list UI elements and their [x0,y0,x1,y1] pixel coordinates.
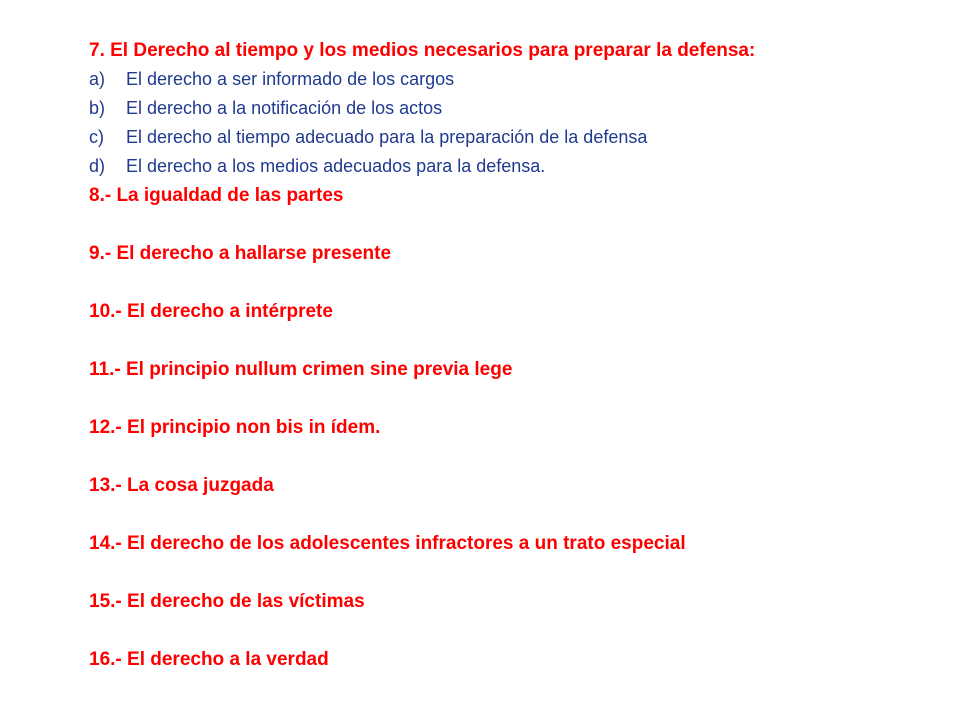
list-item: 13.- La cosa juzgada [89,475,274,496]
spacer [89,558,929,587]
list-item: 15.- El derecho de las víctimas [89,591,365,612]
sub-list [89,65,929,181]
spacer [89,326,929,355]
spacer [89,500,929,529]
list-item: 8.- La igualdad de las partes [89,185,344,206]
sub-list-item [89,94,929,123]
sub-list-text: El derecho a ser informado de los cargos [126,69,455,89]
spacer [89,210,929,239]
sub-list-text: El derecho al tiempo adecuado para la preparación de la defensa [126,127,648,147]
list-item: 10.- El derecho a intérprete [89,301,333,322]
sub-list-marker: d) [89,156,106,176]
sub-list-marker: a) [89,69,106,89]
slide-content [89,36,929,674]
spacer [89,384,929,413]
spacer [89,268,929,297]
section-heading: 7. El Derecho al tiempo y los medios necesarios para preparar la defensa: [89,40,756,61]
sub-list-marker: b) [89,98,106,118]
sub-list-item [89,123,929,152]
sub-list-text: El derecho a los medios adecuados para la defensa. [126,156,546,176]
list-item: 16.- El derecho a la verdad [89,649,329,670]
sub-list-item [89,65,929,94]
sub-list-marker: c) [89,127,104,147]
list-item: 11.- El principio nullum crimen sine previa lege [89,359,513,380]
spacer [89,616,929,645]
sub-list-text: El derecho a la notificación de los actos [126,98,443,118]
list-item: 12.- El principio non bis in ídem. [89,417,381,438]
list-item: 14.- El derecho de los adolescentes infractores a un trato especial [89,533,686,554]
spacer [89,442,929,471]
list-item: 9.- El derecho a hallarse presente [89,243,392,264]
sub-list-item [89,152,929,181]
